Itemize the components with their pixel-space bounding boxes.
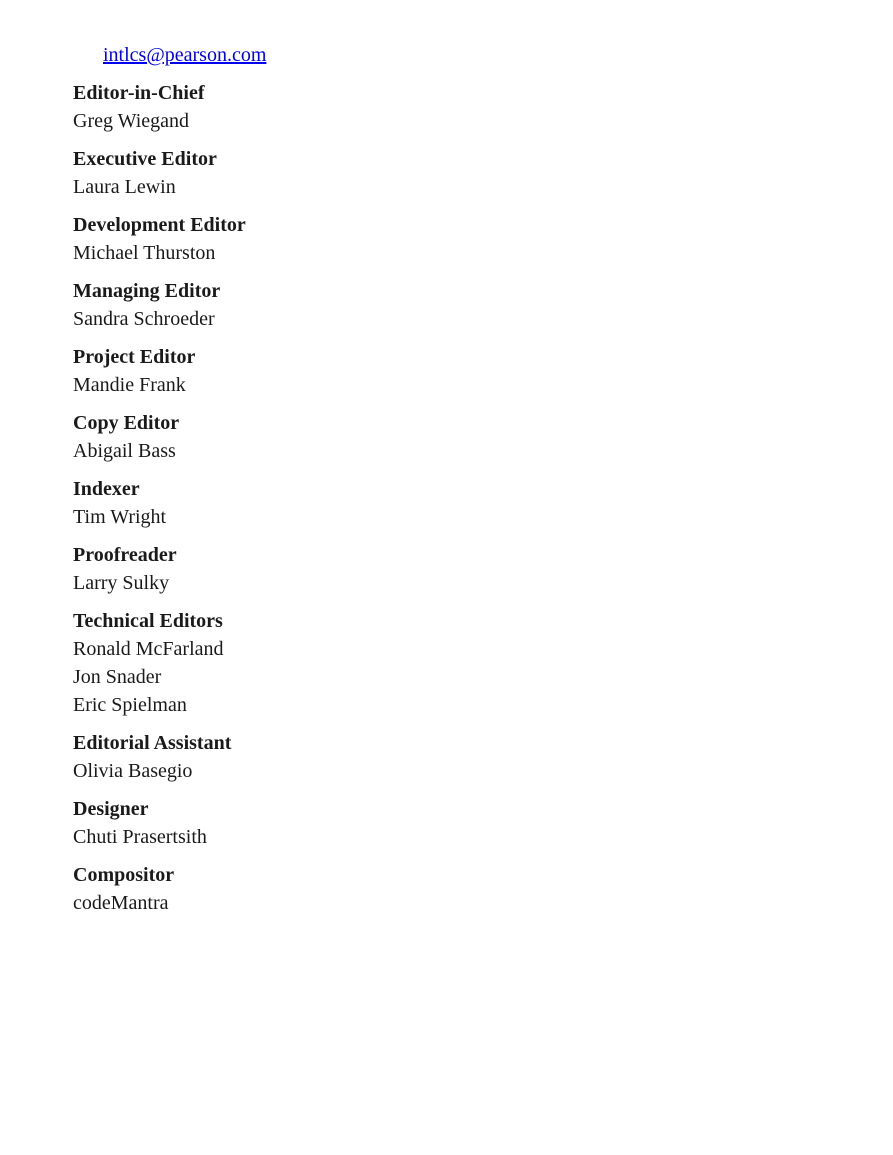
credit-proofreader bbox=[73, 542, 773, 597]
credit-development-editor bbox=[73, 212, 773, 267]
credit-name: codeMantra bbox=[73, 892, 169, 914]
credit-role: Editor-in-Chief bbox=[73, 82, 205, 104]
credit-designer bbox=[73, 796, 773, 851]
credit-role: Indexer bbox=[73, 478, 140, 500]
credit-editor-in-chief bbox=[73, 80, 773, 135]
credit-copy-editor bbox=[73, 410, 773, 465]
credit-managing-editor bbox=[73, 278, 773, 333]
credit-role: Executive Editor bbox=[73, 148, 217, 170]
credit-role: Copy Editor bbox=[73, 412, 180, 434]
credit-name: Greg Wiegand bbox=[73, 110, 190, 132]
credits-list bbox=[73, 80, 773, 928]
credit-name: Abigail Bass bbox=[73, 440, 176, 462]
credit-role: Designer bbox=[73, 798, 149, 820]
credit-technical-editors bbox=[73, 608, 773, 719]
credit-editorial-assistant bbox=[73, 730, 773, 785]
credit-indexer bbox=[73, 476, 773, 531]
credit-role: Development Editor bbox=[73, 214, 246, 236]
credit-name: Chuti Prasertsith bbox=[73, 826, 207, 848]
credit-name: Eric Spielman bbox=[73, 694, 187, 716]
credit-role: Proofreader bbox=[73, 544, 177, 566]
credit-role: Compositor bbox=[73, 864, 175, 886]
credit-name: Ronald McFarland bbox=[73, 638, 224, 660]
credit-name: Michael Thurston bbox=[73, 242, 216, 264]
credit-role: Project Editor bbox=[73, 346, 196, 368]
credit-role: Editorial Assistant bbox=[73, 732, 232, 754]
credit-name: Laura Lewin bbox=[73, 176, 176, 198]
credit-role: Managing Editor bbox=[73, 280, 221, 302]
credit-name: Mandie Frank bbox=[73, 374, 186, 396]
credit-compositor bbox=[73, 862, 773, 917]
credit-executive-editor bbox=[73, 146, 773, 201]
credit-name: Jon Snader bbox=[73, 666, 162, 688]
credit-name: Larry Sulky bbox=[73, 572, 170, 594]
credit-name: Tim Wright bbox=[73, 506, 167, 528]
credit-role: Technical Editors bbox=[73, 610, 223, 632]
credit-project-editor bbox=[73, 344, 773, 399]
credit-name: Olivia Basegio bbox=[73, 760, 193, 782]
contact-email-link[interactable]: intlcs@pearson.com bbox=[103, 44, 267, 66]
credit-name: Sandra Schroeder bbox=[73, 308, 215, 330]
